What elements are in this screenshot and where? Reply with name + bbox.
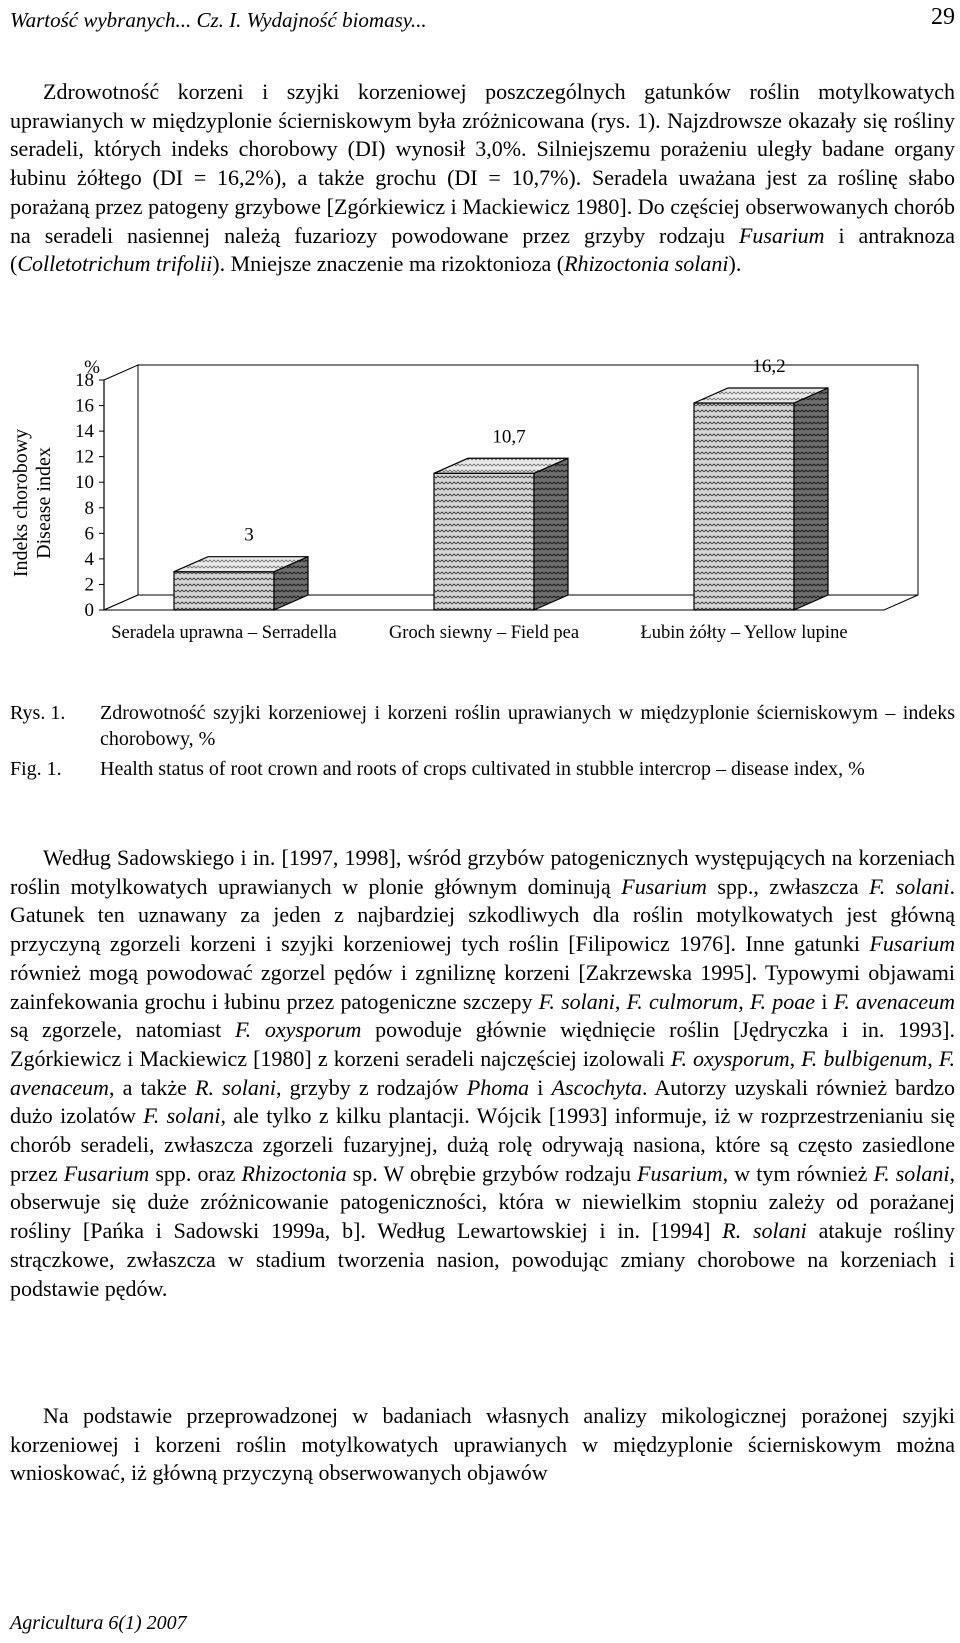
y-tick-label: 12 <box>75 446 94 468</box>
text-run: również mogą powodować zgorzel pędów i zgniliznę korzeni [Zakrzewska 1995]. Typowymi objawami zainfekowania grochu i łubinu przez patogeniczne szczepy <box>10 959 955 1014</box>
italic-taxon: Colletotrichum trifolii <box>17 251 213 277</box>
italic-taxon: Fusarium <box>63 1160 150 1186</box>
italic-taxon: Fusarium <box>621 873 707 899</box>
y-tick-label: 10 <box>75 472 94 494</box>
y-tick-label: 8 <box>84 497 94 519</box>
text-run: i antraknoza ( <box>10 222 956 277</box>
text-run: powoduje głównie więdnięcie roślin [Jędryczka i in. 1993]. Zgórkiewicz i Mackiewicz [1980] z korzeni seradeli najczęściej izolowali <box>10 1017 955 1071</box>
running-title: Wartość wybranych... Cz. I. Wydajność biomasy... <box>10 8 427 32</box>
page-number: 29 <box>931 4 955 30</box>
text-run: , ale tylko z kilku plantacji. Wójcik [1993] informuje, iż w rozprzestrzenianiu się chorób seradeli, zwłaszcza zgorzeli fuzaryjnej, dużą rolę odrywają nasiona, które są często zasiedlone przez <box>10 1103 956 1186</box>
bar <box>434 458 568 610</box>
category-label: Seradela uprawna – Serradella <box>111 623 337 643</box>
text-run: Na podstawie przeprowadzonej w badaniach własnych analizy mikologicznej porażonej szyjki korzeniowej i korzeni roślin motylkowatych uprawianych w międzyplonie ścierniskowym można wnioskować, iż główną przyczyną obserwowanych objawów <box>10 1403 955 1486</box>
paragraph-2 <box>10 844 955 1303</box>
text-run: , <box>927 1045 939 1071</box>
italic-taxon: F. solani <box>873 1160 950 1186</box>
bar <box>174 557 308 610</box>
italic-taxon: F. solani <box>538 988 615 1014</box>
bar-front <box>694 403 794 610</box>
y-tick-label: 16 <box>75 395 94 417</box>
data-label: 3 <box>244 524 254 546</box>
text-run: spp., zwłaszcza <box>706 873 870 899</box>
paragraph-1 <box>10 78 955 279</box>
y-axis-label-1: Indeks chorobowy <box>10 428 32 578</box>
italic-taxon: Fusarium <box>869 931 955 957</box>
italic-taxon: R. solani <box>722 1218 807 1244</box>
text-run: , <box>789 1045 802 1071</box>
disease-index-chart <box>0 355 960 685</box>
italic-taxon: F. solani <box>869 873 950 899</box>
y-tick-label: 6 <box>84 523 94 545</box>
bar-chart-svg <box>0 355 960 685</box>
y-tick-label: 2 <box>84 574 94 596</box>
italic-taxon: F. oxysporum <box>670 1045 790 1071</box>
text-run: , <box>738 988 750 1014</box>
italic-taxon: Ascochyta <box>551 1074 642 1100</box>
text-run: , w tym również <box>722 1160 874 1186</box>
y-axis-label-2: Disease index <box>33 447 55 559</box>
text-run: . Autorzy uzyskali również bardzo dużo izolatów <box>10 1074 955 1129</box>
y-tick-label: 18 <box>75 370 94 391</box>
text-run: sp. W obrębie grzybów rodzaju <box>346 1160 638 1186</box>
bar-front <box>174 572 274 610</box>
text-run: Zdrowotność korzeni i szyjki korzeniowej poszczególnych gatunków roślin motylkowatych uprawianych w międzyplonie ścierniskowym była zróżnicowana (rys. 1). Najzdrowsze okazały się rośliny seradeli, których indeks chorobowy (DI) wynosił 3,0%. Silniejszemu porażeniu uległy badane organy łubinu żółtego (DI = 16,2%), a także grochu (DI = 10,7%). Seradela uważana jest za roślinę słabo porażaną przez patogeny grzybowe [Zgórkiewicz i Mackiewicz 1980]. Do częściej obserwowanych chorób na seradeli nasiennej należą fuzariozy powodowane przez grzyby rodzaju <box>10 79 955 248</box>
italic-taxon: F. avenaceum <box>10 1045 956 1100</box>
y-tick-label: 14 <box>75 421 94 443</box>
italic-taxon: F. solani <box>143 1103 221 1129</box>
rys-text: Zdrowotność szyjki korzeniowej i korzeni roślin uprawianych w międzyplonie ścierniskowym – indeks chorobowy, % <box>100 702 955 750</box>
italic-taxon: Phoma <box>466 1074 530 1100</box>
italic-taxon: F. oxysporum <box>235 1017 362 1043</box>
fig-label: Fig. 1. <box>10 758 62 780</box>
italic-taxon: F. bulbigenum <box>801 1045 928 1071</box>
italic-taxon: F. poae <box>749 988 816 1014</box>
text-run: ). <box>728 251 742 277</box>
text-run: Według Sadowskiego i in. [1997, 1998], wśród grzybów patogenicznych występujących na korzeniach roślin motylkowatych uprawianych w plonie głównym dominują <box>10 845 955 899</box>
text-run: ). Mniejsze znaczenie ma rizoktonioza ( <box>212 251 565 277</box>
italic-taxon: F. culmorum <box>626 988 739 1014</box>
y-unit-label: % <box>84 357 100 378</box>
rys-label: Rys. 1. <box>10 702 66 724</box>
text-run: atakuje rośliny strączkowe, zwłaszcza w stadium tworzenia nasion, powodując zmiany chorobowe na korzeniach i podstawie pędów. <box>10 1218 955 1301</box>
text-run: , grzyby z rodzajów <box>275 1074 467 1100</box>
italic-taxon: R. solani <box>195 1074 276 1100</box>
italic-taxon: Rhizoctonia <box>241 1160 347 1186</box>
y-tick-label: 0 <box>84 600 94 621</box>
italic-taxon: F. avenaceum <box>833 988 956 1014</box>
paragraph-3 <box>10 1402 955 1488</box>
bar-side <box>794 388 828 610</box>
text-run: , a także <box>108 1074 196 1100</box>
text-run: . Gatunek ten uznawany za jeden z najbardziej szkodliwych dla roślin motylkowatych jest główną przyczyną zgorzeli korzeni i szyjki korzeniowej tych roślin [Filipowicz 1976]. Inne gatunki <box>10 873 955 957</box>
text-run: i <box>529 1074 552 1100</box>
text-run: są zgorzele, natomiast <box>10 1017 236 1043</box>
data-label: 10,7 <box>492 426 526 448</box>
italic-taxon: Fusarium <box>738 222 825 248</box>
text-run: , <box>614 988 627 1014</box>
data-label: 16,2 <box>752 356 786 377</box>
category-label: Łubin żółty – Yellow lupine <box>640 623 848 643</box>
left-wall <box>104 365 138 610</box>
bar <box>694 388 828 610</box>
bar-side <box>534 458 568 610</box>
journal-footer: Agricultura 6(1) 2007 <box>10 1612 187 1634</box>
bar-front <box>434 473 534 610</box>
text-run: , obserwuje się duże zróżnicowanie patogeniczności, która w niewielkim stopniu zależy od porażanej rośliny [Pańka i Sadowski 1999a, b]. Według Lewartowskiej i in. [1994] <box>10 1160 955 1244</box>
running-header <box>10 4 955 44</box>
text-run: spp. oraz <box>149 1160 242 1186</box>
category-label: Groch siewny – Field pea <box>388 623 580 643</box>
italic-taxon: Rhizoctonia solani <box>564 251 729 277</box>
text-run: i <box>815 988 834 1014</box>
italic-taxon: Fusarium <box>637 1160 723 1186</box>
y-tick-label: 4 <box>84 548 94 570</box>
fig-text: Health status of root crown and roots of crops cultivated in stubble intercrop – disease index, % <box>100 758 865 780</box>
